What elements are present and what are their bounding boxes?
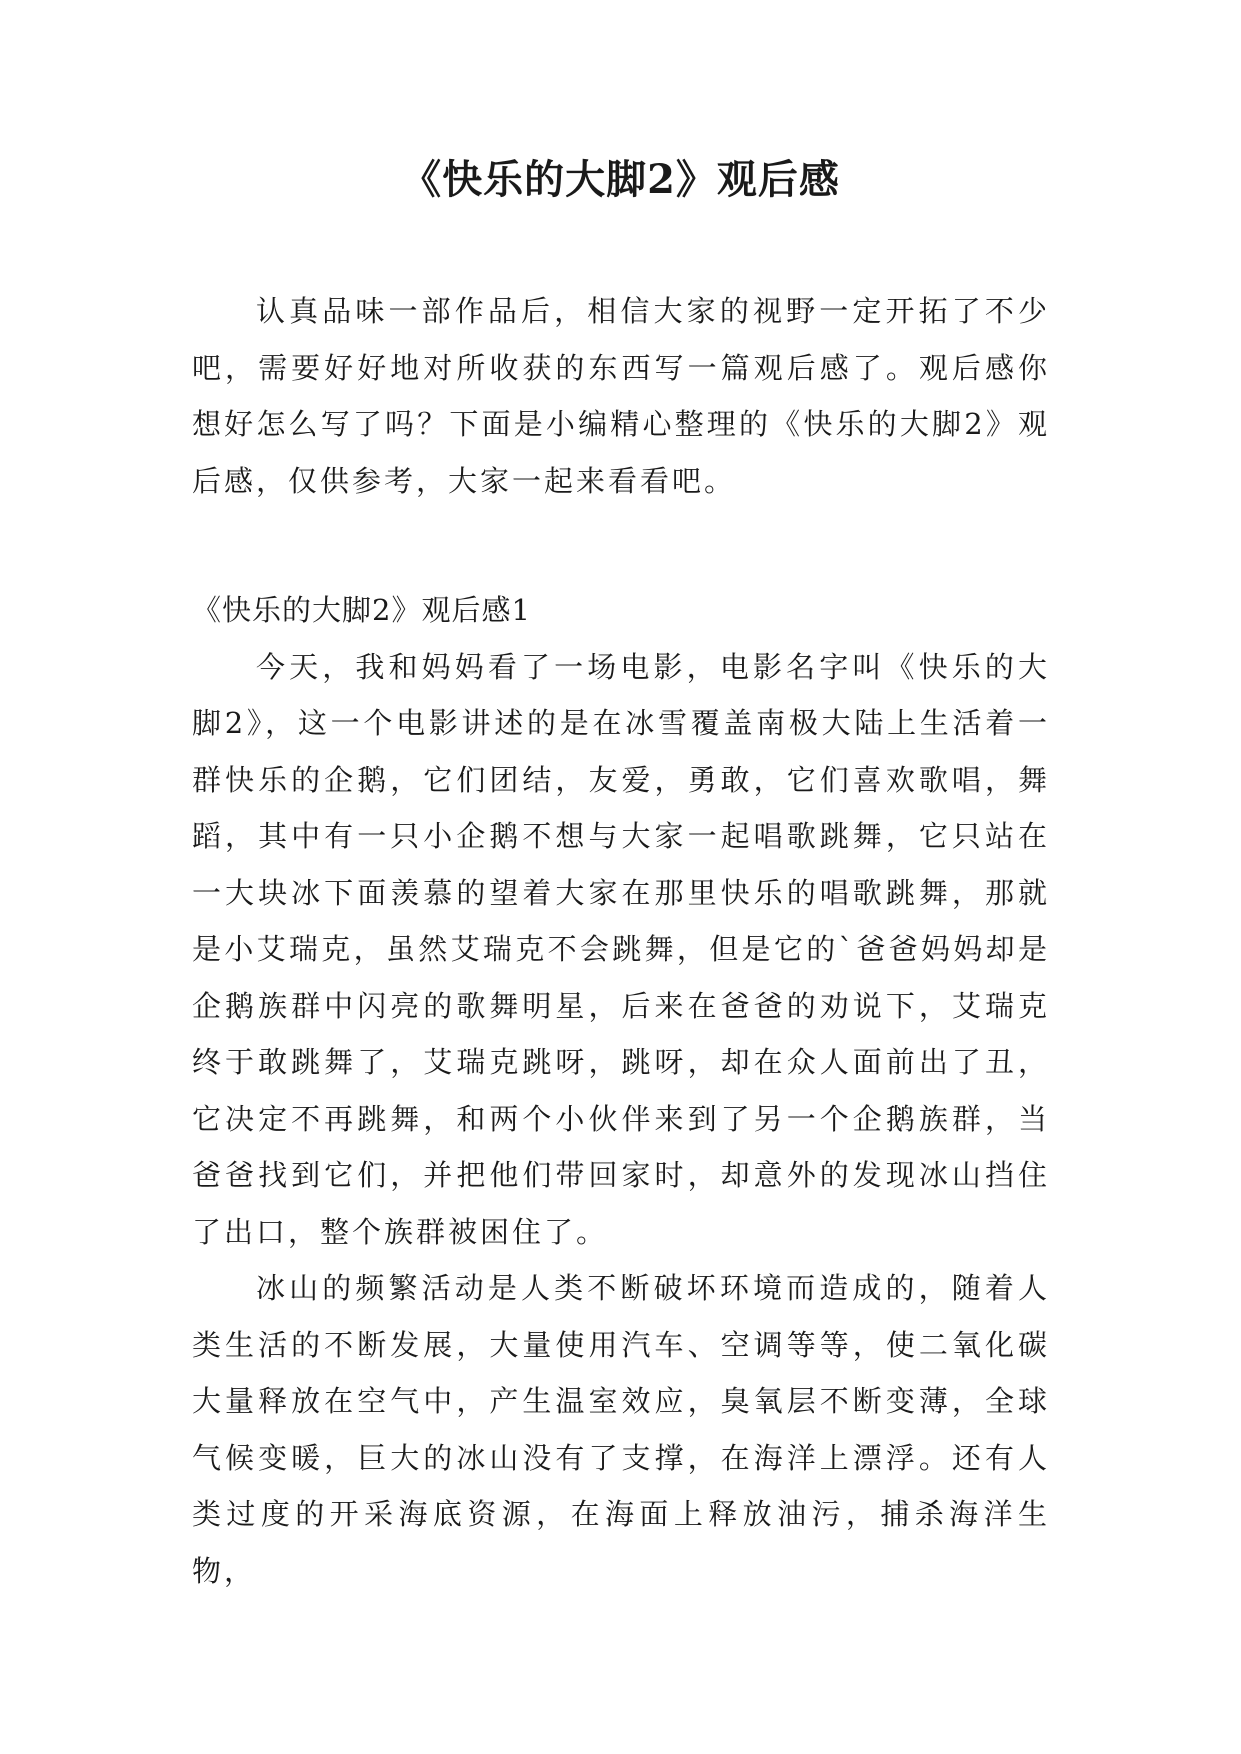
- document-body: [192, 283, 1050, 1599]
- body-paragraph-1: 今天，我和妈妈看了一场电影，电影名字叫《快乐的大脚2》，这一个电影讲述的是在冰雪覆盖南极大陆上生活着一群快乐的企鹅，它们团结，友爱，勇敢，它们喜欢歌唱，舞蹈，其中有一只小企鹅不想与大家一起唱歌跳舞，它只站在一大块冰下面羡慕的望着大家在那里快乐的唱歌跳舞，那就是小艾瑞克，虽然艾瑞克不会跳舞，但是它的`爸爸妈妈却是企鹅族群中闪亮的歌舞明星，后来在爸爸的劝说下，艾瑞克终于敢跳舞了，艾瑞克跳呀，跳呀，却在众人面前出了丑，它决定不再跳舞，和两个小伙伴来到了另一个企鹅族群，当爸爸找到它们，并把他们带回家时，却意外的发现冰山挡住了出口，整个族群被困住了。: [192, 649, 1050, 1249]
- intro-paragraph: 认真品味一部作品后，相信大家的视野一定开拓了不少吧，需要好好地对所收获的东西写一篇观后感了。观后感你想好怎么写了吗？下面是小编精心整理的《快乐的大脚2》观后感，仅供参考，大家一起来看看吧。: [192, 294, 1050, 498]
- section-heading: 《快乐的大脚2》观后感1: [192, 593, 531, 627]
- document-title: 《快乐的大脚2》观后感: [401, 156, 840, 203]
- body-paragraph-2: 冰山的频繁活动是人类不断破坏环境而造成的，随着人类生活的不断发展，大量使用汽车、空调等等，使二氧化碳大量释放在空气中，产生温室效应，臭氧层不断变薄，全球气候变暖，巨大的冰山没有了支撑，在海洋上漂浮。还有人类过度的开采海底资源，在海面上释放油污，捕杀海洋生物，: [192, 1271, 1050, 1588]
